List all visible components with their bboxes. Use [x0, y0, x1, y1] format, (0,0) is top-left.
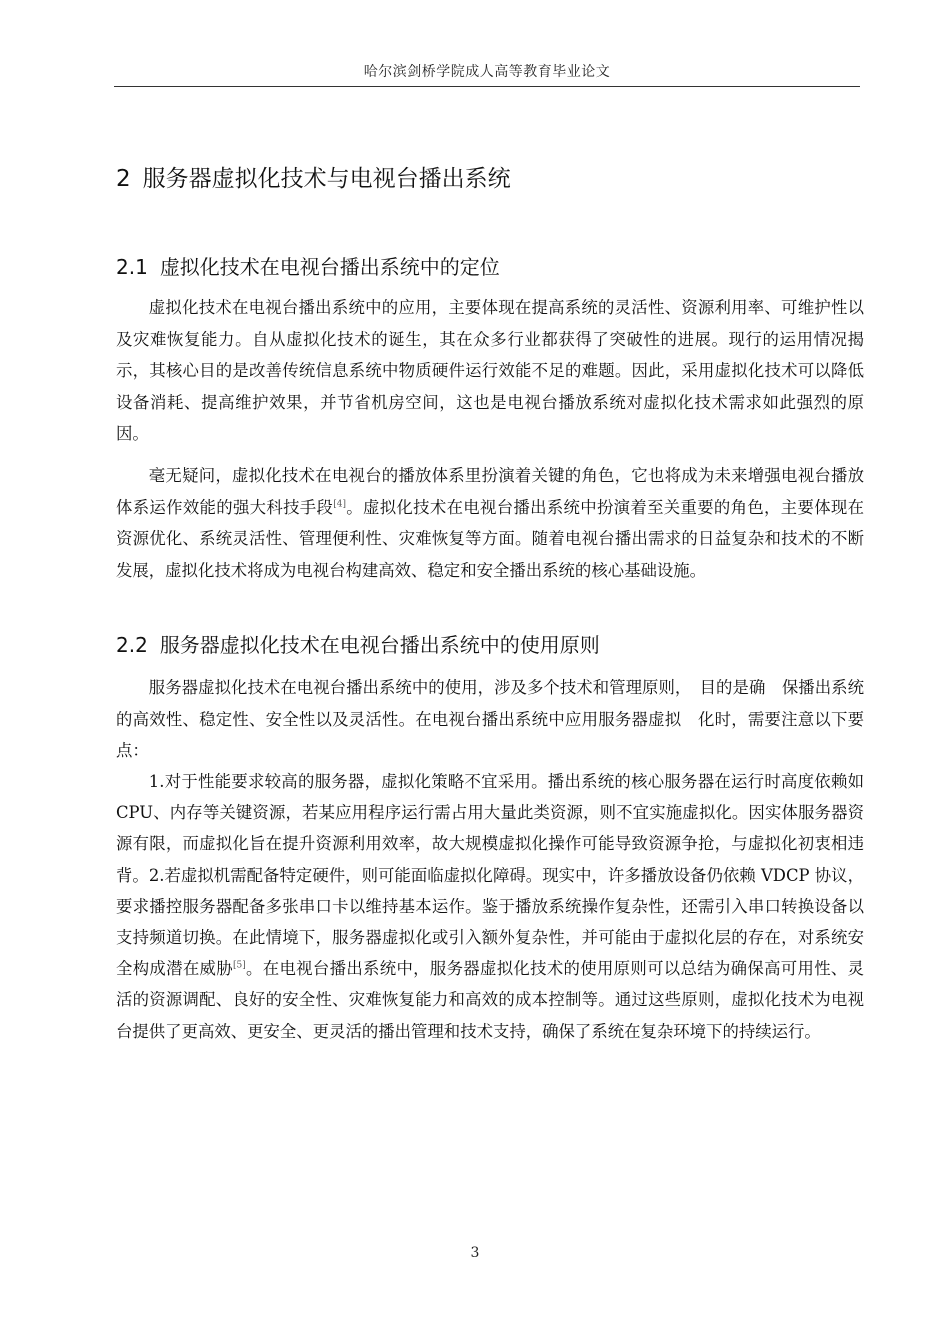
- section-heading-2-1: [116, 251, 500, 280]
- section-number: 2.2: [116, 633, 148, 657]
- citation-marker: [4]: [333, 499, 346, 510]
- chapter-heading: [116, 160, 511, 193]
- page-number: 3: [470, 1245, 480, 1261]
- paragraph-text: 。虚拟化技术在电视台播出系统中扮演着至关重要的角色，主要体现在资源优化、系统灵活性、管理便利性、灾难恢复等方面。随着电视台播出需求的日益复杂和技术的不断发展，虚拟化技术将成为电视台构建高效、稳定和安全播出系统的核心基础设施。: [116, 497, 864, 580]
- section-title: 服务器虚拟化技术在电视台播出系统中的使用原则: [159, 633, 600, 657]
- chapter-title: 服务器虚拟化技术与电视台播出系统: [142, 166, 511, 192]
- citation-marker: [5]: [232, 960, 246, 971]
- section-heading-2-2: [116, 629, 600, 658]
- paragraph-text: 1.对于性能要求较高的服务器，虚拟化策略不宜采用。播出系统的核心服务器在运行时高度依赖如 CPU、内存等关键资源，若某应用程序运行需占用大量此类资源，则不宜实施虚拟化。因实体服务器资源有限，而虚拟化旨在提升资源利用效率，故大规模虚拟化操作可能导致资源争抢，与虚拟化初衷相违背。2.若虚拟机需配备特定硬件，则可能面临虚拟化障碍。现实中，许多播放设备仍依赖 VDCP 协议，要求播控服务器配备多张串口卡以维持基本运作。鉴于播放系统操作复杂性，还需引入串口转换设备以支持频道切换。在此情境下，服务器虚拟化或引入额外复杂性，并可能由于虚拟化层的存在，对系统安全构成潜在威胁: [116, 772, 864, 979]
- paragraph-text: 。在电视台播出系统中，服务器虚拟化技术的使用原则可以总结为确保高可用性、灵活的资源调配、良好的安全性、灾难恢复能力和高效的成本控制等。通过这些原则，虚拟化技术为电视台提供了更高效、更安全、更灵活的播出管理和技术支持，确保了系统在复杂环境下的持续运行。: [116, 959, 865, 1041]
- paragraph: [116, 460, 864, 586]
- paragraph: [116, 766, 864, 1047]
- section-number: 2.1: [116, 255, 148, 279]
- paragraph-text: 毫无疑问，虚拟化技术在电视台的播放体系里扮演着关键的角色，它也将成为未来增强电视台播放体系运作效能的强大科技手段: [116, 466, 864, 517]
- running-header: 哈尔滨剑桥学院成人高等教育毕业论文: [363, 64, 611, 80]
- section-title: 虚拟化技术在电视台播出系统中的定位: [159, 255, 500, 279]
- chapter-number: 2: [116, 166, 131, 192]
- paragraph: 服务器虚拟化技术在电视台播出系统中的使用，涉及多个技术和管理原则， 目的是确 保播出系统的高效性、稳定性、安全性以及灵活性。在电视台播出系统中应用服务器虚拟 化时，需要注意以下要点：: [116, 678, 864, 760]
- header-divider: [114, 86, 860, 87]
- paragraph: 虚拟化技术在电视台播出系统中的应用，主要体现在提高系统的灵活性、资源利用率、可维护性以及灾难恢复能力。自从虚拟化技术的诞生，其在众多行业都获得了突破性的进展。现行的运用情况揭示，其核心目的是改善传统信息系统中物质硬件运行效能不足的难题。因此，采用虚拟化技术可以降低设备消耗、提高维护效果，并节省机房空间，这也是电视台播放系统对虚拟化技术需求如此强烈的原因。: [116, 298, 864, 443]
